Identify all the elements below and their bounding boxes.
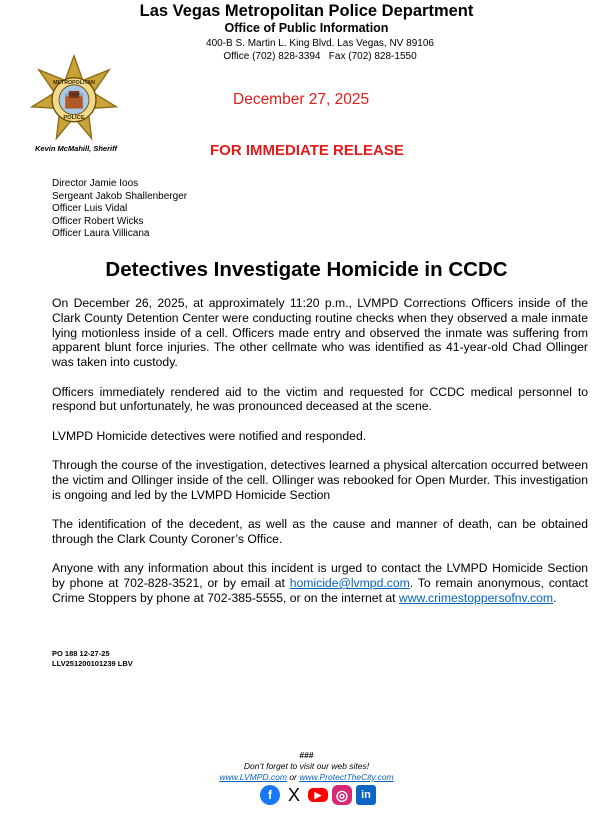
header-phone-fax: Office (702) 828-3394 Fax (702) 828-1550 <box>223 51 417 62</box>
contact-item: Officer Luis Vidal <box>52 203 128 214</box>
youtube-icon[interactable]: ▶ <box>308 788 328 802</box>
crimestoppers-link[interactable]: www.crimestoppersofnv.com <box>398 590 554 605</box>
x-icon[interactable]: X <box>287 784 300 805</box>
contact-item: Sergeant Jakob Shallenberger <box>52 190 188 202</box>
contact-item: Officer Laura Villicana <box>52 228 150 239</box>
footer-links <box>0 772 613 783</box>
facebook-icon[interactable]: f <box>260 785 280 805</box>
release-label: FOR IMMEDIATE RELEASE <box>210 142 404 159</box>
social-icons <box>260 785 376 807</box>
release-body <box>52 296 588 620</box>
instagram-icon[interactable]: ◎ <box>332 785 352 805</box>
headline: Detectives Investigate Homicide in CCDC <box>105 258 508 281</box>
release-date: December 27, 2025 <box>233 91 370 108</box>
paragraph-2: Officers immediately rendered aid to the victim and requested for CCDC medical personnel to respond but unfortunately, he was pronounced deceased at the scene. <box>52 384 588 414</box>
linkedin-icon[interactable]: in <box>356 785 376 805</box>
badge-bottom-text: POLICE <box>63 115 85 122</box>
header-office: Office of Public Information <box>224 21 389 35</box>
reference-event: LLV251200101239 LBV <box>52 658 133 668</box>
footer-visit-text: Don’t forget to visit our web sites! <box>243 761 370 771</box>
paragraph-6-text-c: . <box>553 590 557 605</box>
footer-end-mark: ### <box>299 750 314 760</box>
paragraph-6-text-a: Anyone with any information about this incident is urged to contact the LVMPD Homicide Section by phone at 702-828-3521, or by email at <box>52 561 588 591</box>
paragraph-6-text-b: . To remain anonymous, contact Crime Stoppers by phone at 702-385-5555, or on the internet at <box>52 576 589 605</box>
reference-numbers <box>52 649 133 668</box>
paragraph-4: Through the course of the investigation, detectives learned a physical altercation occurred between the victim and Ollinger inside of the cell. Ollinger was rebooked for Open Murder. This investigation is ongoing and led by the LVMPD Homicide Section <box>52 458 588 502</box>
header-address: 400-B S. Martin L. King Blvd. Las Vegas, NV 89106 <box>206 38 434 49</box>
paragraph-6 <box>52 561 588 605</box>
paragraph-3: LVMPD Homicide detectives were notified and responded. <box>52 428 367 443</box>
footer <box>0 750 613 783</box>
paragraph-1: On December 26, 2025, at approximately 11:20 p.m., LVMPD Corrections Officers inside of the Clark County Detention Center were conducting routine checks when they observed a male inmate lying motionless inside of a cell. Officers made entry and observed the inmate was suffering from apparent blunt force injuries. The other cellmate who was identified as 41-year-old Chad Ollinger was taken into custody. <box>52 296 588 370</box>
reference-po: PO 188 12-27-25 <box>52 649 110 658</box>
footer-or: or <box>286 772 300 782</box>
paragraph-5: The identification of the decedent, as well as the cause and manner of death, can be obtained through the Clark County Coroner’s Office. <box>52 517 588 546</box>
badge-mid-text: LAS VEGAS <box>65 92 83 97</box>
lvmpd-link[interactable]: www.LVMPD.com <box>219 772 287 782</box>
contact-item: Officer Robert Wicks <box>52 215 144 227</box>
sheriff-name: Kevin McMahill, Sheriff <box>35 144 117 153</box>
protectthecity-link[interactable]: www.ProtectTheCity.com <box>299 772 394 782</box>
sheriff-star-badge <box>30 54 118 142</box>
contact-item: Director Jamie Ioos <box>52 178 139 189</box>
header-org: Las Vegas Metropolitan Police Department <box>139 2 474 20</box>
email-link[interactable]: homicide@lvmpd.com <box>289 576 410 591</box>
contact-list <box>52 178 187 241</box>
badge-top-text: METROPOLITAN <box>53 79 95 86</box>
